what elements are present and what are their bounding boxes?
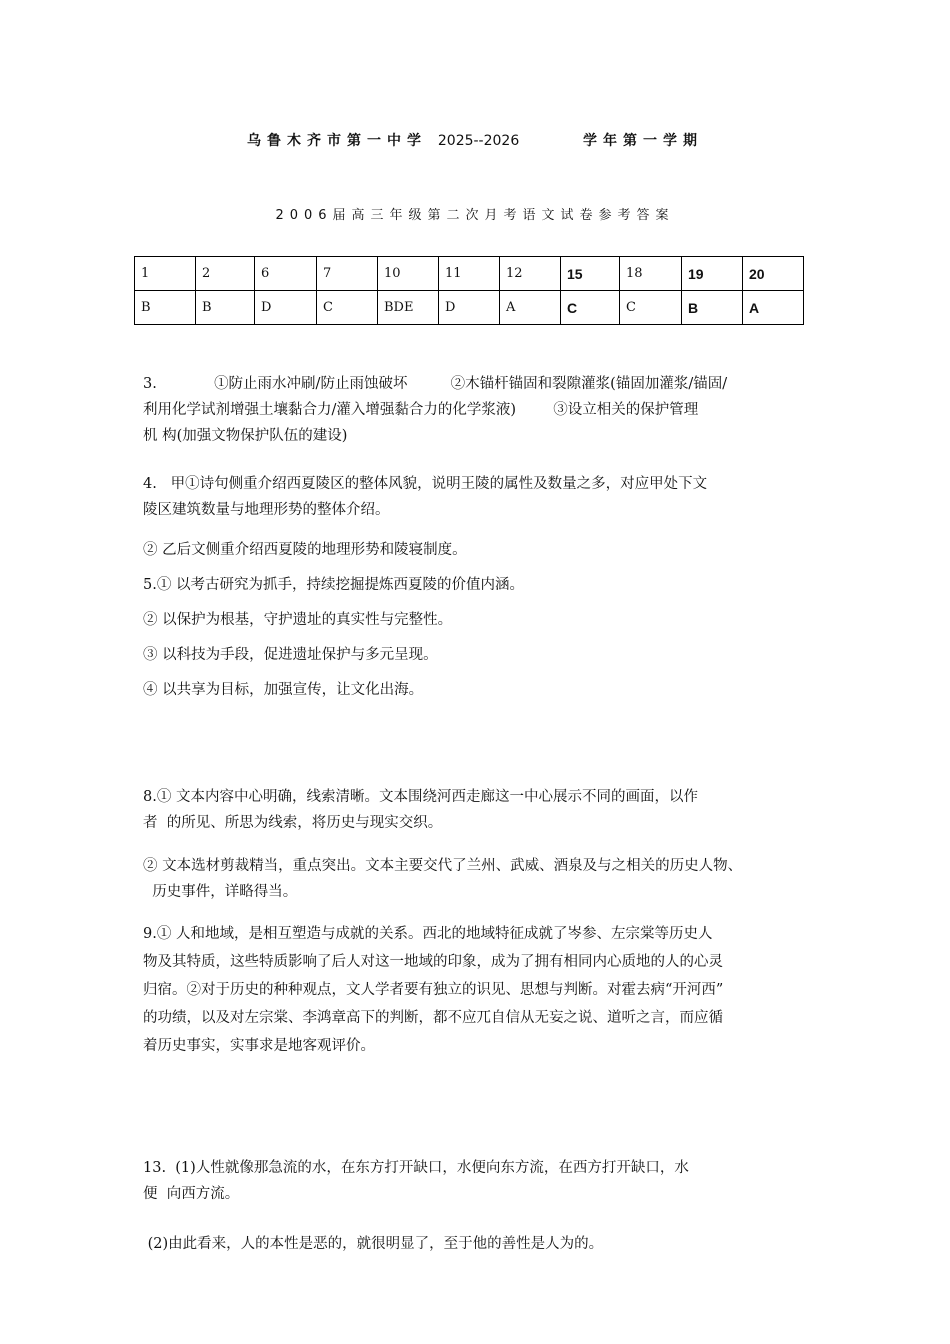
q5-line: ④ 以共享为目标，加强宣传，让文化出海。 <box>143 682 424 698</box>
title-term: 学年第一学期 <box>583 133 703 149</box>
answer-cell: C <box>561 291 620 325</box>
answer-cell: B <box>682 291 743 325</box>
answer-cell: BDE <box>378 291 439 325</box>
q13-line: (2)由此看来，人的本性是恶的，就很明显了，至于他的善性是人为的。 <box>143 1236 604 1252</box>
q4-line: ② 乙后文侧重介绍西夏陵的地理形势和陵寝制度。 <box>143 542 467 558</box>
answer-q3 <box>143 371 823 449</box>
answer-cell: A <box>743 291 804 325</box>
q5-line: ③ 以科技为手段，促进遗址保护与多元呈现。 <box>143 647 438 663</box>
question-number: 19 <box>682 257 743 291</box>
q8-line: 历史事件，详略得当。 <box>143 884 298 900</box>
q9-line: 物及其特质，这些特质影响了后人对这一地域的印象，成为了拥有相同内心质地的人的心灵 <box>143 954 723 970</box>
question-number: 18 <box>620 257 682 291</box>
question-number: 7 <box>317 257 378 291</box>
title-school: 乌鲁木齐市第一中学 <box>247 133 427 149</box>
answer-q4 <box>143 471 823 523</box>
answer-table <box>134 256 804 325</box>
q9-line: 9.① 人和地域，是相互塑造与成就的关系。西北的地域特征成就了岑参、左宗棠等历史人 <box>143 926 713 942</box>
q5-line: 5.① 以考古研究为抓手，持续挖掘提炼西夏陵的价值内涵。 <box>143 577 524 593</box>
q8-line: 者 的所见、所思为线索，将历史与现实交织。 <box>143 815 443 831</box>
answer-cell: D <box>255 291 317 325</box>
q3-point-1: ①防止雨水冲刷/防止雨蚀破坏 <box>214 376 408 392</box>
answer-table-answer-row <box>135 291 804 325</box>
q3-point-2: ②木锚杆锚固和裂隙灌浆(锚固加灌浆/锚固/ <box>450 376 728 392</box>
q8-line: 8.① 文本内容中心明确，线索清晰。文本围绕河西走廊这一中心展示不同的画面，以作 <box>143 789 698 805</box>
q13-line: 便 向西方流。 <box>143 1186 240 1202</box>
q3-number: 3. <box>143 376 157 392</box>
q4-line: 陵区建筑数量与地理形势的整体介绍。 <box>143 502 390 518</box>
q3-point-3: ③设立相关的保护管理 <box>553 402 699 418</box>
question-number: 11 <box>439 257 500 291</box>
q3-point-3-cont: 机 构(加强文物保护队伍的建设) <box>143 428 348 444</box>
question-number: 12 <box>500 257 561 291</box>
q9-line: 着历史事实，实事求是地客观评价。 <box>143 1038 375 1054</box>
answer-cell: A <box>500 291 561 325</box>
question-number: 6 <box>255 257 317 291</box>
q9-line: 的功绩，以及对左宗棠、李鸿章高下的判断，都不应兀自信从无妄之说、道听之言，而应循 <box>143 1010 723 1026</box>
title-year: 2025--2026 <box>437 133 520 149</box>
answer-q8 <box>143 784 823 836</box>
document-title <box>0 130 950 150</box>
q5-line: ② 以保护为根基，守护遗址的真实性与完整性。 <box>143 612 453 628</box>
answer-q9 <box>143 920 823 1060</box>
answer-q13 <box>143 1155 823 1207</box>
q13-line: 13. (1)人性就像那急流的水，在东方打开缺口，水便向东方流，在西方打开缺口，水 <box>143 1160 689 1176</box>
question-number: 1 <box>135 257 196 291</box>
answer-cell: B <box>135 291 196 325</box>
answer-cell: B <box>196 291 255 325</box>
answer-cell: C <box>317 291 378 325</box>
question-number: 20 <box>743 257 804 291</box>
answer-table-number-row <box>135 257 804 291</box>
q9-line: 归宿。②对于历史的种种观点，文人学者要有独立的识见、思想与判断。对霍去病“开河西” <box>143 982 724 998</box>
question-number: 10 <box>378 257 439 291</box>
q4-line: 4. 甲①诗句侧重介绍西夏陵区的整体风貌，说明王陵的属性及数量之多，对应甲处下文 <box>143 476 708 492</box>
question-number: 2 <box>196 257 255 291</box>
document-subtitle: 2006届高三年级第二次月考语文试卷参考答案 <box>275 208 675 223</box>
question-number: 15 <box>561 257 620 291</box>
answer-cell: D <box>439 291 500 325</box>
answer-cell: C <box>620 291 682 325</box>
q8-line: ② 文本选材剪裁精当，重点突出。文本主要交代了兰州、武威、酒泉及与之相关的历史人物、 <box>143 858 743 874</box>
answer-q8-b <box>143 853 823 905</box>
q3-point-2-cont: 利用化学试剂增强土壤黏合力/灌入增强黏合力的化学浆液) <box>143 402 517 418</box>
